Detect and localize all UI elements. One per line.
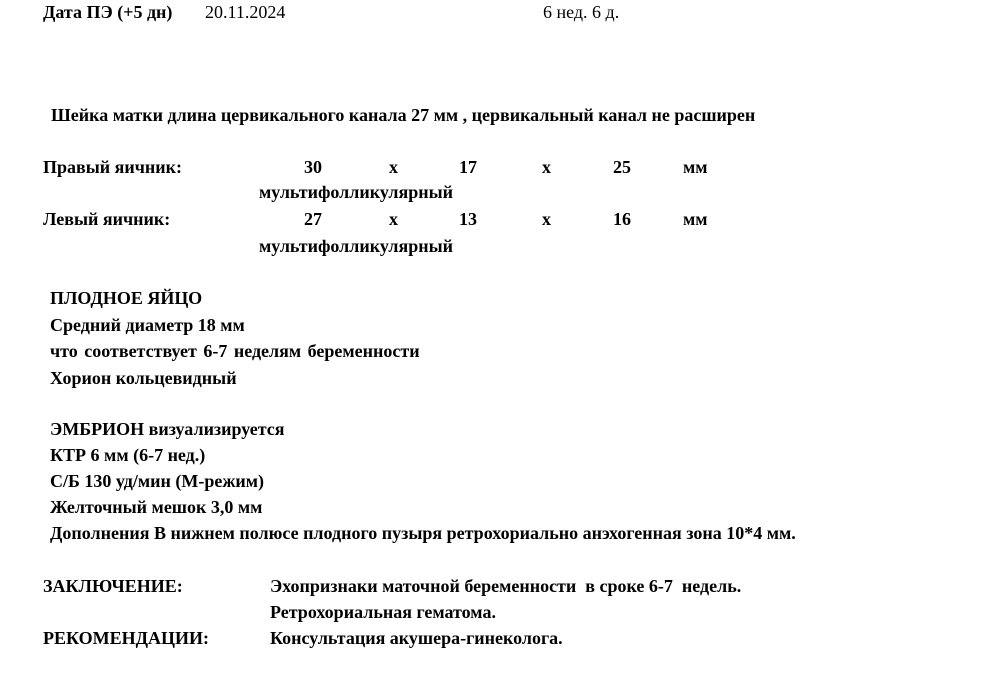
- yolk-sac: Желточный мешок 3,0 мм: [50, 497, 263, 517]
- embryo-heading: ЭМБРИОН визуализируется: [50, 419, 285, 439]
- chorion: Хорион кольцевидный: [50, 368, 237, 388]
- mean-diameter: Средний диаметр 18 мм: [50, 315, 245, 335]
- left-ovary-label: Левый яичник:: [43, 209, 171, 229]
- right-ovary-dim3: 25: [613, 157, 631, 177]
- left-ovary-x2: х: [542, 209, 551, 229]
- recommendations-label: РЕКОМЕНДАЦИИ:: [43, 628, 209, 648]
- conclusion-line2: Ретрохориальная гематома.: [270, 602, 496, 622]
- crl: КТР 6 мм (6-7 нед.): [50, 445, 206, 465]
- additions: Дополнения В нижнем полюсе плодного пузыря ретрохориально анэхогенная зона 10*4 мм.: [50, 523, 796, 543]
- pe-date-value: 20.11.2024: [205, 2, 286, 22]
- right-ovary-dim2: 17: [459, 157, 477, 177]
- gestational-age: 6 нед. 6 д.: [543, 2, 620, 22]
- heart-rate: С/Б 130 уд/мин (М-режим): [50, 471, 265, 491]
- conclusion-line1: Эхопризнаки маточной беременности в сроке 6-7 недель.: [270, 576, 742, 596]
- left-ovary-dim1: 27: [304, 209, 322, 229]
- right-ovary-x2: х: [542, 157, 551, 177]
- right-ovary-dim1: 30: [304, 157, 322, 177]
- right-ovary-note: мультифолликулярный: [259, 182, 454, 202]
- cervix-text: Шейка матки длина цервикального канала 27 мм , цервикальный канал не расширен: [51, 105, 756, 125]
- left-ovary-unit: мм: [683, 209, 708, 229]
- left-ovary-note: мультифолликулярный: [259, 236, 454, 256]
- right-ovary-unit: мм: [683, 157, 708, 177]
- conclusion-label: ЗАКЛЮЧЕНИЕ:: [43, 576, 183, 596]
- left-ovary-x1: х: [389, 209, 398, 229]
- gestational-sac-heading: ПЛОДНОЕ ЯЙЦО: [50, 288, 203, 308]
- gestation-correspondence: что соответствует 6-7 неделям беременности: [50, 341, 420, 361]
- left-ovary-dim3: 16: [613, 209, 631, 229]
- right-ovary-x1: х: [389, 157, 398, 177]
- pe-date-label: Дата ПЭ (+5 дн): [43, 2, 173, 22]
- right-ovary-label: Правый яичник:: [43, 157, 183, 177]
- recommendations-text: Консультация акушера-гинеколога.: [270, 628, 563, 648]
- left-ovary-dim2: 13: [459, 209, 477, 229]
